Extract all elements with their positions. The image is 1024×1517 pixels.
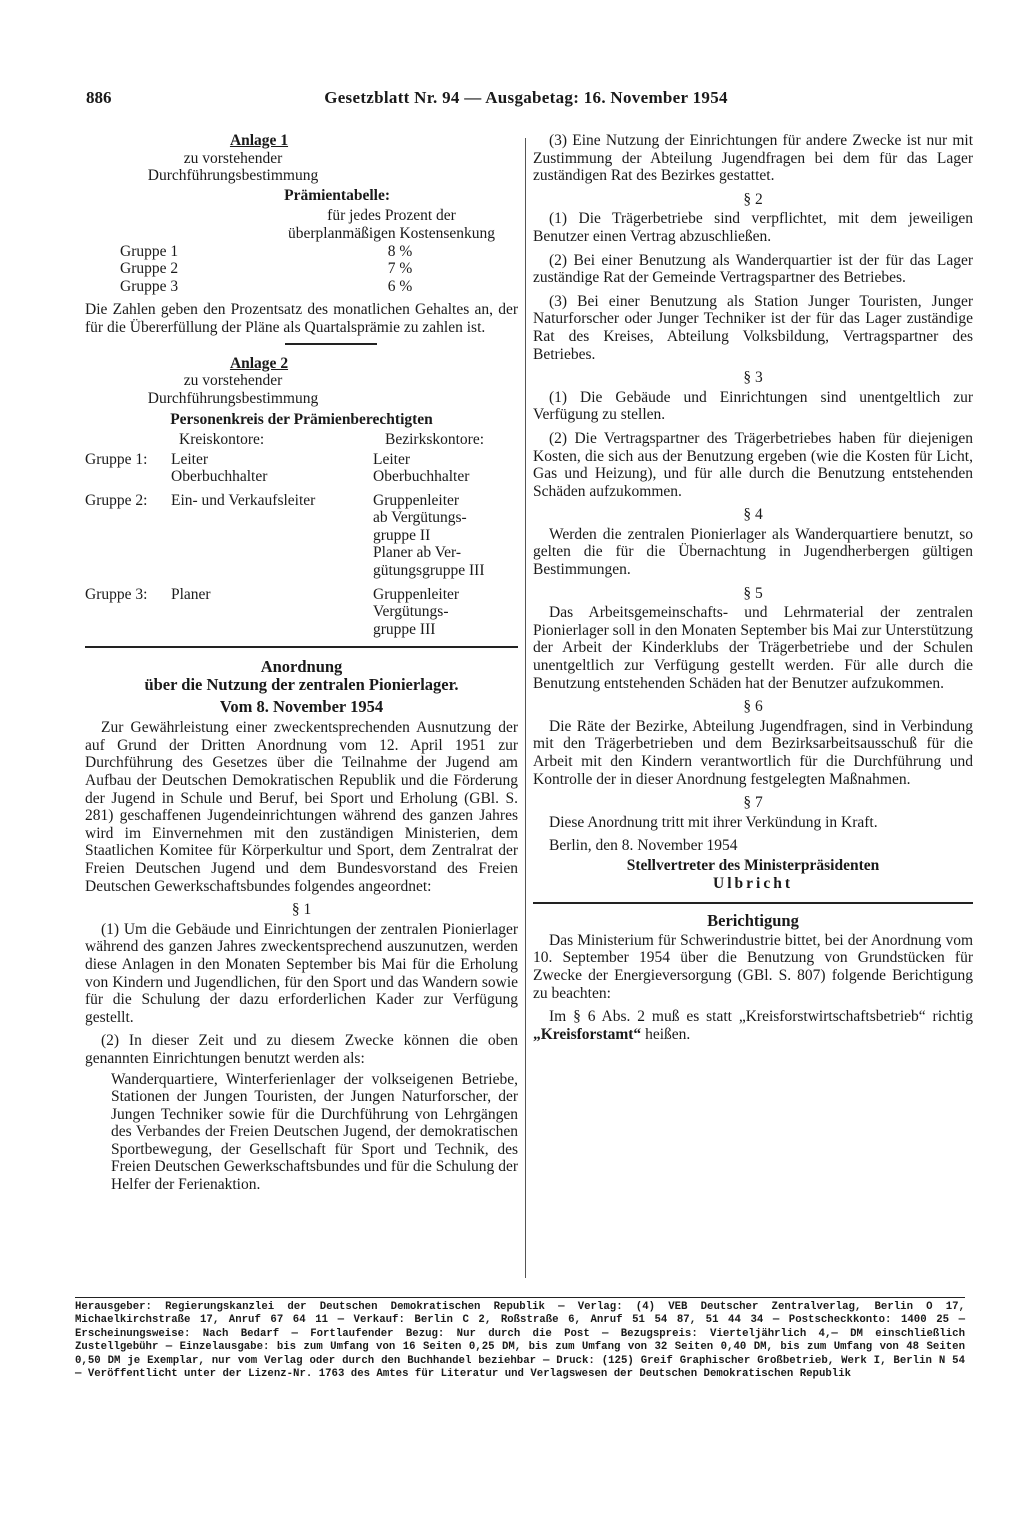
anordnung-subtitle: über die Nutzung der zentralen Pionierlager. [144, 675, 459, 695]
praemientabelle-row [120, 260, 518, 278]
section-3-heading: § 3 [743, 369, 763, 387]
head-bezirkskontore: Bezirkskontore: [385, 430, 485, 448]
section-4-para-1: Werden die zentralen Pionierlager als Wanderquartiere benutzt, so gelten die für die Übernachtung in Jugendherbergen gültigen Bestimmungen. [533, 525, 973, 579]
imprint-footer [75, 1297, 965, 1381]
anlage1-block [85, 132, 381, 185]
left-column [85, 132, 518, 1194]
personenkreis-title: Personenkreis der Prämienberechtigten [170, 411, 433, 429]
section-7-heading: § 7 [743, 794, 763, 812]
section-1-para-1: (1) Um die Gebäude und Einrichtungen der zentralen Pionierlager während des ganzen Jahres zweckentsprechend auszunutzen, werden diese Anlagen in den Monaten September bis Mai für die Erholung von Kindern und Jugendlichen, für den Sport und das Wandern sowie für die Schulung der dazu erforderlichen Kader zur Verfügung gestellt. [85, 920, 518, 1026]
anlage1-sub2: Durchführungsbestimmung [147, 167, 319, 185]
section-2-para-2: (2) Bei einer Benutzung als Wanderquartier ist der für das Lager zuständige Rat der Gemeinde Vertragspartner des Betriebes. [533, 251, 973, 287]
section-3-para-1: (1) Die Gebäude und Einrichtungen sind unentgeltlich zur Verfügung zu stellen. [533, 388, 973, 424]
signer-name: Ulbricht [713, 874, 793, 892]
table-cell-value: 6 % [387, 277, 413, 295]
table-cell-value: 7 % [387, 260, 413, 278]
berichtigung-para-2 [533, 1008, 973, 1043]
berichtigung-text-c: heißen. [641, 1025, 691, 1043]
right-column [533, 132, 973, 1049]
section-rule [533, 902, 973, 904]
group-kreis: Leiter Oberbuchhalter [171, 450, 268, 486]
group-bezirk: Gruppenleiter ab Vergütungs- gruppe II Planer ab Ver- gütungsgruppe III [373, 491, 485, 580]
footer-rule [75, 1297, 965, 1298]
table-cell-value: 8 % [387, 242, 413, 260]
group-bezirk: Leiter Oberbuchhalter [373, 450, 470, 486]
section-1-para-2-list: Wanderquartiere, Winterferienlager der volkseigenen Betriebe, Stationen der Jungen Touristen, der Jungen Naturforscher, der Jungen Techniker sowie für die Durchführung von Lehrgängen des Verbandes der Freien Deutschen Jugend, der demokratischen Sportbewegung, der Gesellschaft für Sport und Technik, des Freien Deutschen Gewerkschaftsbundes und für die Schulung der Helfer der Ferienaktion. [111, 1070, 518, 1194]
imprint-text: Herausgeber: Regierungskanzlei der Deutschen Demokratischen Republik — Verlag: (4) VEB Deutscher Zentralverlag, Berlin O 17, Michaelkirchstraße 17, Anruf 67 64 11 — Verkauf: Berlin C 2, Roßstraße 6, Anruf 51 54 87, 51 44 34 — Postscheckkonto: 1400 25 — Erscheinungsweise: Nach Bedarf — Fortlaufender Bezug: Nur durch die Post — Bezugspreis: Vierteljährlich 4,— DM einschließlich Zustellgebühr — Einzelausgabe: bis zum Umfang von 16 Seiten 0,25 DM, bis zum Umfang von 32 Seiten 0,40 DM, bis zum Umfang von 48 Seiten 0,50 DM je Exemplar, nur vom Verlag oder durch den Buchhandel beziehbar — Druck: (125) Greif Graphischer Großbetrieb, Werk I, Berlin N 54 — Veröffentlicht unter der Lizenz-Nr. 1763 des Amtes für Literatur und Verlagswesen der Deutschen Demokratischen Republik [75, 1301, 965, 1381]
berichtigung-para-1: Das Ministerium für Schwerindustrie bittet, bei der Anordnung vom 10. September 1954 über die Benutzung von Grundstücken für Zwecke der Energieversorgung (GBl. S. 807) folgende Berichtigung zu beachten: [533, 931, 973, 1002]
running-head: Gesetzblatt Nr. 94 — Ausgabetag: 16. November 1954 [324, 88, 728, 107]
section-3-para-2: (2) Die Vertragspartner des Trägerbetriebes haben für diejenigen Kosten, die sich aus der Benutzung ergeben (wie die Kosten für Licht, Gas und Heizung), und für alle durch die Benutzung entstehenden Schäden aufzukommen. [533, 429, 973, 500]
anlage1-title: Anlage 1 [229, 132, 289, 149]
anlage2-title: Anlage 2 [229, 354, 289, 372]
anlage2-block [85, 355, 381, 408]
section-rule [85, 646, 518, 648]
praemientabelle-title: Prämientabelle: [284, 186, 390, 204]
berichtigung-correction: „Kreisforstamt“ [533, 1025, 642, 1043]
section-1-heading: § 1 [291, 901, 312, 919]
page-number: 886 [86, 88, 112, 107]
col-head-line1: für jedes Prozent der [327, 207, 456, 225]
section-6-para-1: Die Räte der Bezirke, Abteilung Jugendfragen, sind in Verbindung mit den Trägerbetrieben und dem Bezirksarbeitsausschuß für die Arbeit mit den Kindern verantwortlich für die Durchführung und Kontrolle der in dieser Anordnung festgelegten Maßnahmen. [533, 717, 973, 788]
section-4-heading: § 4 [743, 506, 763, 524]
place-date: Berlin, den 8. November 1954 [549, 837, 738, 855]
group-label: Gruppe 2: [85, 491, 148, 509]
anlage2-sub1: zu vorstehender [183, 372, 283, 390]
page-header [86, 88, 966, 118]
anlage2-sub2: Durchführungsbestimmung [147, 389, 319, 407]
anordnung-preamble: Zur Gewährleistung einer zweckentsprechenden Ausnutzung der auf Grund der Dritten Anordnung vom 12. April 1951 zur Durchführung des Gesetzes über die Teilnahme der Jugend am Aufbau der Deutschen Demokratischen Republik und die Förderung der Jugend in Schule und Beruf, bei Sport und Erholung (GBl. S. 281) geschaffenen Jugendeinrichtungen während des ganzen Jahres wird im Einvernehmen mit den zuständigen Ministerien, dem Staatlichen Komitee für Körperkultur und Sport, dem Zentralrat der Freien Deutschen Jugend und dem Bundesvorstand des Freien Deutschen Gewerkschaftsbundes folgendes angeordnet: [85, 719, 518, 895]
anlage1-sub1: zu vorstehender [183, 149, 283, 167]
section-5-para-1: Das Arbeitsgemeinschafts- und Lehrmaterial der zentralen Pionierlager soll in den Monaten September bis Mai zur Unterstützung der Arbeit der Kinderklubs der Trägerbetriebe und der Schulen unentgeltlich zur Verfügung gestellt werden. Für alle durch die Benutzung entstehenden Schäden hat der Benutzer aufzukommen. [533, 604, 973, 692]
section-1-para-3: (3) Eine Nutzung der Einrichtungen für andere Zwecke ist nur mit Zustimmung der Abteilung Jugendfragen bei dem für das Lager zuständigen Rat des Bezirkes gestattet. [533, 132, 973, 185]
personenkreis-list [85, 431, 518, 639]
group-label: Gruppe 1: [85, 450, 148, 468]
praemientabelle-col-head [265, 207, 518, 242]
berichtigung-title: Berichtigung [707, 911, 799, 931]
section-2-para-1: (1) Die Trägerbetriebe sind verpflichtet, mit dem jeweiligen Benutzer einen Vertrag abzuschließen. [533, 210, 973, 245]
head-kreiskontore: Kreiskontore: [179, 430, 265, 448]
berichtigung-text-a: Im § 6 Abs. 2 muß es statt „Kreisforstwirtschaftsbetrieb“ richtig [549, 1008, 973, 1026]
section-2-heading: § 2 [743, 190, 763, 208]
table-cell-group: Gruppe 3 [120, 277, 179, 295]
section-5-heading: § 5 [743, 584, 763, 602]
praemientabelle-row [120, 278, 518, 296]
praemientabelle-row [120, 243, 518, 261]
section-7-para-1: Diese Anordnung tritt mit ihrer Verkündung in Kraft. [549, 813, 878, 831]
anordnung-title: Anordnung [260, 657, 343, 677]
column-divider [525, 138, 526, 1278]
anordnung-date: Vom 8. November 1954 [219, 696, 384, 716]
table-cell-group: Gruppe 2 [120, 260, 179, 278]
section-6-heading: § 6 [743, 698, 763, 716]
col-head-line2: überplanmäßigen Kostensenkung [287, 224, 496, 242]
group-bezirk: Gruppenleiter Vergütungs- gruppe III [373, 585, 460, 638]
anlage1-note: Die Zahlen geben den Prozentsatz des monatlichen Gehaltes an, der für die Übererfüllung der Pläne als Quartalsprämie zu zahlen ist. [85, 301, 518, 336]
section-rule [285, 343, 377, 345]
group-kreis: Planer [171, 585, 211, 603]
section-1-para-2: (2) In dieser Zeit und zu diesem Zwecke können die oben genannten Einrichtungen benutzt werden als: [85, 1032, 518, 1067]
group-label: Gruppe 3: [85, 585, 148, 603]
group-kreis: Ein- und Verkaufsleiter [171, 491, 316, 509]
signer-title: Stellvertreter des Ministerpräsidenten [626, 856, 880, 874]
table-cell-group: Gruppe 1 [120, 242, 179, 260]
section-2-para-3: (3) Bei einer Benutzung als Station Junger Touristen, Junger Naturforscher oder Junger Techniker ist der für das Lager zuständige Rat des Kreises, Abteilung Volksbildung, Vertragspartner des Betriebes. [533, 292, 973, 363]
